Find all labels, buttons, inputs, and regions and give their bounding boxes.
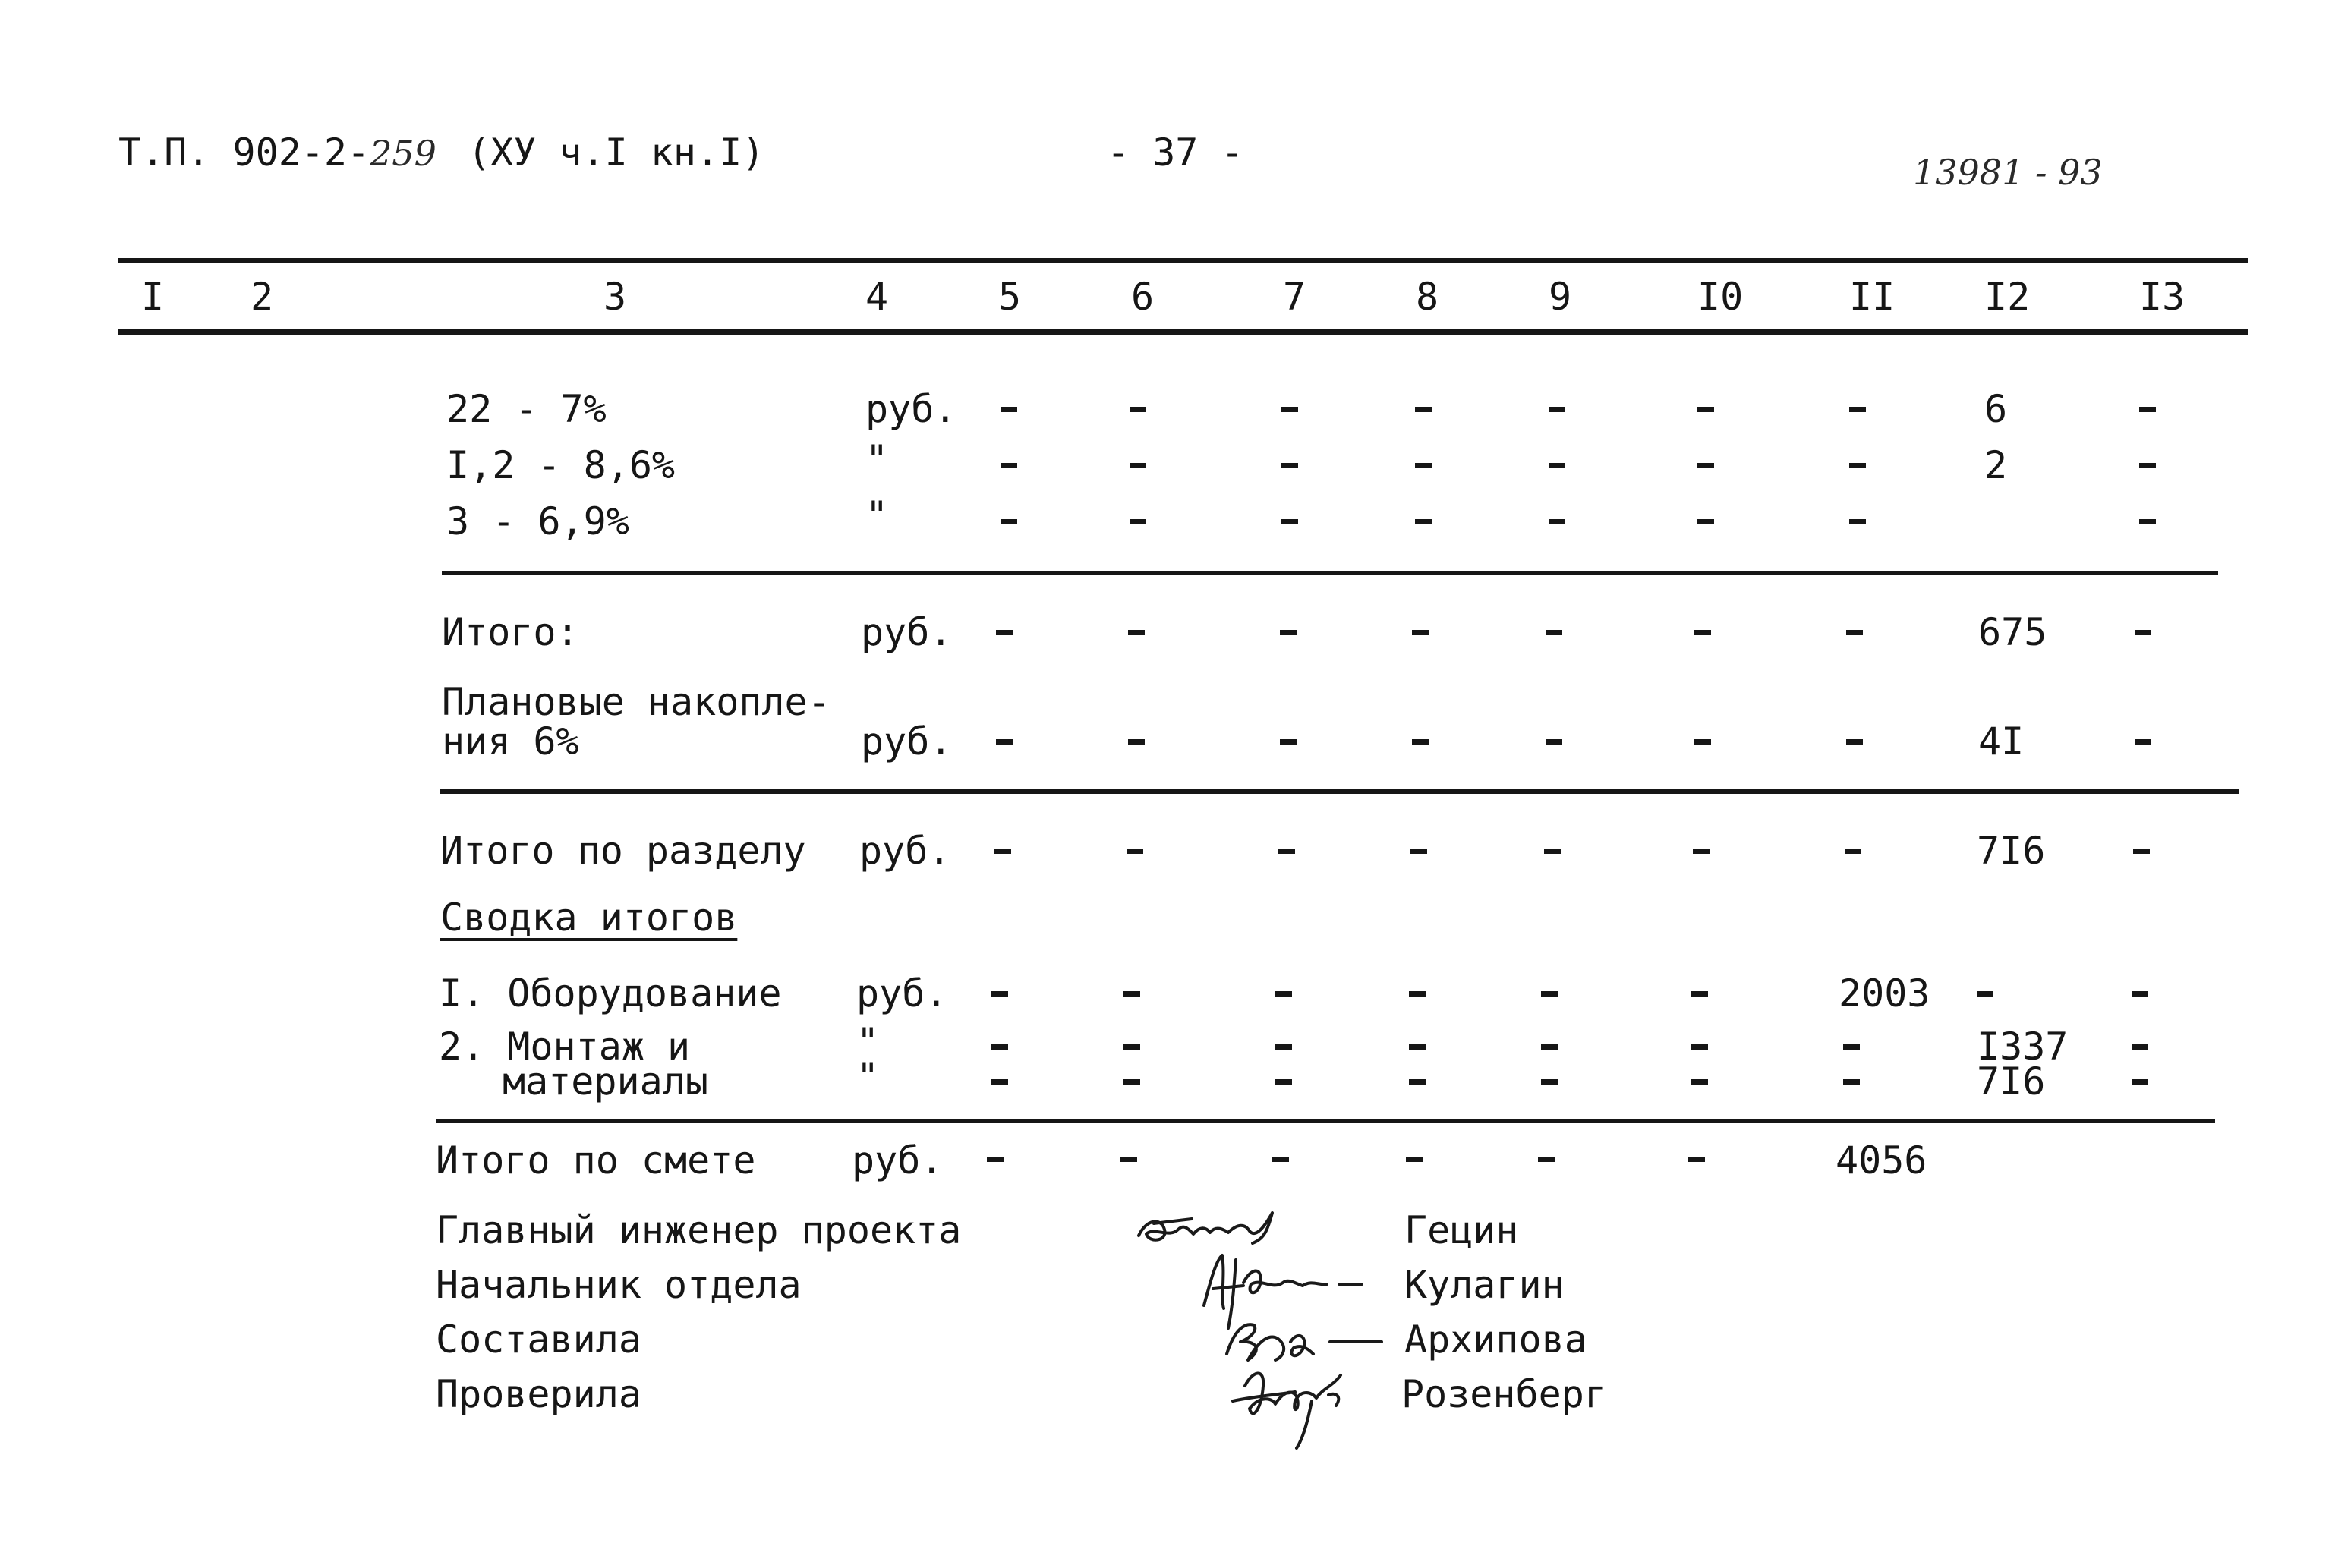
summary-heading: Сводка итогов: [440, 896, 738, 940]
column-header-6: 6: [1131, 275, 1155, 319]
value-col-12: 4I: [1978, 719, 2025, 764]
dash-mark: [1697, 519, 1714, 524]
row-unit: руб.: [861, 610, 953, 654]
dash-mark: [1688, 1157, 1705, 1162]
dash-mark: [2139, 519, 2156, 524]
dash-mark: [1272, 1157, 1289, 1162]
dash-mark: [994, 849, 1011, 854]
dash-mark: [1415, 463, 1432, 468]
dash-mark: [1415, 519, 1432, 524]
dash-mark: [1409, 1079, 1426, 1085]
row-name: Итого по смете: [436, 1138, 756, 1182]
table-header-rule: [118, 329, 2248, 335]
signature-scribble: [1222, 1355, 1366, 1454]
value-col-12: 6: [1984, 387, 2008, 431]
dash-mark: [1697, 407, 1714, 412]
dash-mark: [1546, 739, 1562, 745]
value-col-11: 2003: [1839, 971, 1930, 1015]
column-header-11: II: [1849, 275, 1896, 319]
dash-mark: [1128, 739, 1145, 745]
dash-mark: [1001, 463, 1017, 468]
row-name: I,2 - 8,6%: [446, 443, 676, 487]
dash-mark: [1691, 1044, 1708, 1050]
dash-mark: [2139, 407, 2156, 412]
column-header-13: I3: [2139, 275, 2185, 319]
value-col-12: 7I6: [1977, 829, 2046, 873]
dash-mark: [1123, 1079, 1140, 1085]
value-col-11: 4056: [1836, 1138, 1927, 1182]
signature-name: Гецин: [1404, 1208, 1519, 1252]
column-header-7: 7: [1283, 275, 1306, 319]
archive-number: 13981 - 93: [1913, 152, 2103, 193]
row-unit: руб.: [865, 387, 957, 431]
row-unit: ": [856, 1055, 880, 1099]
dash-mark: [1130, 519, 1146, 524]
value-col-12: 2: [1984, 443, 2008, 487]
dash-mark: [1691, 991, 1708, 997]
column-header-9: 9: [1549, 275, 1572, 319]
column-header-12: I2: [1984, 275, 2031, 319]
column-header-8: 8: [1416, 275, 1439, 319]
signature-name: Розенберг: [1401, 1372, 1607, 1416]
row-name: I. Оборудование: [439, 971, 782, 1015]
dash-mark: [1001, 407, 1017, 412]
dash-mark: [2132, 991, 2148, 997]
dash-mark: [1694, 739, 1711, 745]
dash-mark: [1691, 1079, 1708, 1085]
table-top-rule: [118, 258, 2248, 263]
row-name: 3 - 6,9%: [446, 499, 629, 543]
dash-mark: [1541, 1079, 1558, 1085]
doc-code-handwritten: 259: [370, 133, 436, 174]
dash-mark: [1846, 739, 1863, 745]
doc-code: Т.П. 902-2-259: [118, 131, 436, 175]
row-unit: руб.: [856, 971, 948, 1015]
dash-mark: [991, 1079, 1008, 1085]
dash-mark: [1130, 463, 1146, 468]
dash-mark: [2135, 630, 2151, 635]
row-name: 2. Монтаж и: [439, 1025, 691, 1069]
row-unit: ": [865, 493, 889, 537]
dash-mark: [996, 630, 1013, 635]
dash-mark: [1275, 1044, 1292, 1050]
signature-role: Проверила: [436, 1372, 641, 1416]
section-rule: [442, 571, 2218, 575]
dash-mark: [1694, 630, 1711, 635]
signature-name: Кулагин: [1404, 1263, 1565, 1307]
dash-mark: [1123, 1044, 1140, 1050]
dash-mark: [1412, 630, 1429, 635]
signature-role: Составила: [436, 1318, 641, 1362]
value-col-12: I337: [1977, 1025, 2069, 1069]
dash-mark: [1120, 1157, 1137, 1162]
dash-mark: [1275, 991, 1292, 997]
dash-mark: [1544, 849, 1561, 854]
dash-mark: [1281, 463, 1298, 468]
dash-mark: [1281, 519, 1298, 524]
dash-mark: [996, 739, 1013, 745]
dash-mark: [1541, 1044, 1558, 1050]
row-unit: руб.: [861, 719, 953, 764]
row-unit: ": [856, 1020, 880, 1064]
dash-mark: [1843, 1044, 1860, 1050]
value-col-12: 7I6: [1977, 1060, 2046, 1104]
column-header-1: I: [141, 275, 165, 319]
dash-mark: [1849, 407, 1866, 412]
dash-mark: [1849, 463, 1866, 468]
row-name: Итого:: [442, 610, 579, 654]
dash-mark: [1549, 519, 1565, 524]
dash-mark: [1128, 630, 1145, 635]
section-rule: [440, 789, 2239, 794]
dash-mark: [2139, 463, 2156, 468]
dash-mark: [1130, 407, 1146, 412]
column-header-2: 2: [251, 275, 274, 319]
dash-mark: [2133, 849, 2150, 854]
row-unit: ": [865, 437, 889, 481]
dash-mark: [1693, 849, 1710, 854]
column-header-3: 3: [603, 275, 627, 319]
dash-mark: [1843, 1079, 1860, 1085]
dash-mark: [1001, 519, 1017, 524]
dash-mark: [1538, 1157, 1555, 1162]
dash-mark: [1410, 849, 1427, 854]
dash-mark: [1415, 407, 1432, 412]
signature-role: Главный инженер проекта: [436, 1208, 962, 1252]
dash-mark: [2132, 1044, 2148, 1050]
dash-mark: [1549, 407, 1565, 412]
dash-mark: [1278, 849, 1295, 854]
dash-mark: [1849, 519, 1866, 524]
dash-mark: [1409, 991, 1426, 997]
dash-mark: [1697, 463, 1714, 468]
dash-mark: [991, 991, 1008, 997]
row-name: Итого по разделу: [440, 829, 806, 873]
column-header-10: I0: [1697, 275, 1744, 319]
dash-mark: [1846, 630, 1863, 635]
dash-mark: [991, 1044, 1008, 1050]
dash-mark: [1845, 849, 1861, 854]
dash-mark: [1280, 630, 1297, 635]
row-name-line-2: ния 6%: [442, 719, 579, 764]
dash-mark: [1977, 991, 1993, 997]
dash-mark: [1280, 739, 1297, 745]
section-rule: [436, 1119, 2215, 1123]
column-header-4: 4: [865, 275, 889, 319]
dash-mark: [2135, 739, 2151, 745]
column-header-5: 5: [998, 275, 1022, 319]
row-name: материалы: [503, 1060, 708, 1104]
row-name: 22 - 7%: [446, 387, 607, 431]
dash-mark: [1127, 849, 1143, 854]
dash-mark: [1123, 991, 1140, 997]
dash-mark: [1541, 991, 1558, 997]
dash-mark: [1412, 739, 1429, 745]
row-name-line-1: Плановые накопле-: [442, 680, 830, 724]
dash-mark: [1549, 463, 1565, 468]
doc-volume: (ХУ ч.I кн.I): [468, 131, 765, 175]
dash-mark: [1546, 630, 1562, 635]
dash-mark: [987, 1157, 1004, 1162]
dash-mark: [1409, 1044, 1426, 1050]
dash-mark: [1275, 1079, 1292, 1085]
dash-mark: [1406, 1157, 1423, 1162]
value-col-12: 675: [1978, 610, 2047, 654]
signature-role: Начальник отдела: [436, 1263, 802, 1307]
dash-mark: [2132, 1079, 2148, 1085]
signature-name: Архипова: [1404, 1318, 1587, 1362]
row-unit: руб.: [859, 829, 951, 873]
page-number: - 37 -: [1107, 131, 1244, 175]
row-unit: руб.: [852, 1138, 944, 1182]
dash-mark: [1281, 407, 1298, 412]
